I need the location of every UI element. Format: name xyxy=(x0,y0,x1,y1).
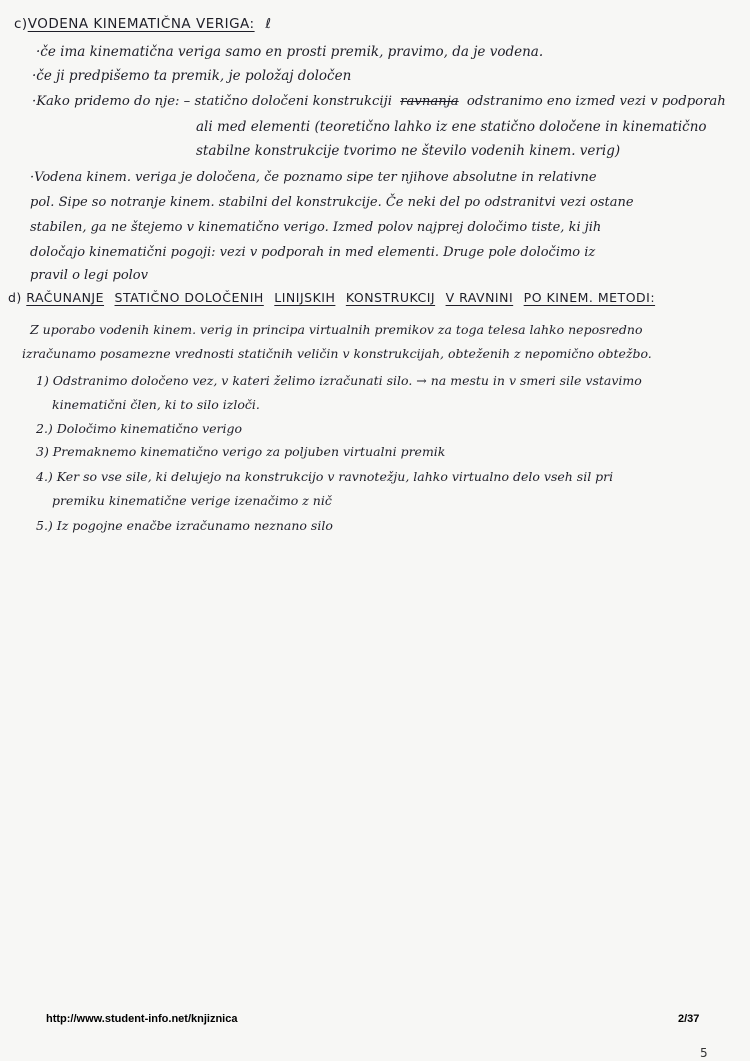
section-d-step-5: 5.) Iz pogojne enačbe izračunamo neznano silo xyxy=(36,518,333,533)
section-c-para2-line-1: ·Vodena kinem. veriga je določena, če poznamo sipe ter njihove absolutne in relativne xyxy=(30,170,597,185)
section-d-step-4: 4.) Ker so vse sile, ki delujejo na konstrukcijo v ravnotežju, lahko virtualno delo vseh sil pri xyxy=(36,469,614,484)
section-c-line-3-text: ·Kako pridemo do nje: – statično določeni konstrukciji xyxy=(32,94,392,109)
section-d-heading xyxy=(8,290,655,305)
footer-page-number: 2/37 xyxy=(678,1013,700,1025)
section-d-step-3: 3) Premaknemo kinematično verigo za poljuben virtualni premik xyxy=(36,444,446,459)
section-c-line-5: stabilne konstrukcije tvorimo ne število vodenih kinem. verig) xyxy=(196,143,621,159)
footer-url: http://www.student-info.net/knjiznica xyxy=(46,1013,238,1025)
section-c-mark: ℓ xyxy=(265,16,272,32)
section-d-step-4-cont: premiku kinematične verige izenačimo z nič xyxy=(52,493,332,508)
section-c-para2-line-3: stabilen, ga ne štejemo v kinematično verigo. Izmed polov najprej določimo tiste, ki jih xyxy=(30,220,602,235)
section-c-heading xyxy=(14,16,271,32)
section-c-letter: c) xyxy=(14,16,28,32)
section-c-line-4: ali med elementi (teoretično lahko iz ene statično določene in kinematično xyxy=(196,119,707,135)
section-d-step-1-cont: kinematični člen, ki to silo izloči. xyxy=(52,397,260,412)
section-c-title: VODENA KINEMATIČNA VERIGA: xyxy=(27,16,255,32)
section-d-step-2: 2.) Določimo kinematično verigo xyxy=(36,421,243,436)
section-d-intro-2: izračunamo posamezne vrednosti statičnih veličin v konstrukcijah, obteženih z nepomično obtežbo. xyxy=(22,346,652,361)
section-c-para2-line-5: pravil o legi polov xyxy=(30,268,148,283)
section-c-para2-line-2: pol. Sipe so notranje kinem. stabilni del konstrukcije. Če neki del po odstranitvi vezi ostane xyxy=(30,195,634,210)
section-c-line-2: ·če ji predpišemo ta premik, je položaj določen xyxy=(32,68,352,84)
section-d-step-1: 1) Odstranimo določeno vez, v kateri želimo izračunati silo. → na mestu in v smeri sile vstavimo xyxy=(36,373,642,388)
section-d-word-6: PO KINEM. METODI: xyxy=(523,290,656,305)
section-c-line-1: ·če ima kinematična veriga samo en prosti premik, pravimo, da je vodena. xyxy=(36,44,544,60)
section-c-para2-line-4: določajo kinematični pogoji: vezi v podporah in med elementi. Druge pole določimo iz xyxy=(30,245,596,260)
section-d-word-2: STATIČNO DOLOČENIH xyxy=(114,290,264,305)
corner-page-mark: 5 xyxy=(700,1046,708,1060)
section-d-letter: d) xyxy=(8,290,22,305)
section-d-word-4: KONSTRUKCIJ xyxy=(345,290,436,305)
section-d-word-5: V RAVNINI xyxy=(445,290,514,305)
section-d-intro-1: Z uporabo vodenih kinem. verig in principa virtualnih premikov za toga telesa lahko neposredno xyxy=(30,322,643,337)
section-c-line-3 xyxy=(32,94,726,109)
section-c-line-3-tail: odstranimo eno izmed vezi v podporah xyxy=(466,94,726,109)
section-c-struck-word: ravnanja xyxy=(400,94,459,109)
section-d-word-1: RAČUNANJE xyxy=(26,290,105,305)
section-d-word-3: LINIJSKIH xyxy=(274,290,336,305)
